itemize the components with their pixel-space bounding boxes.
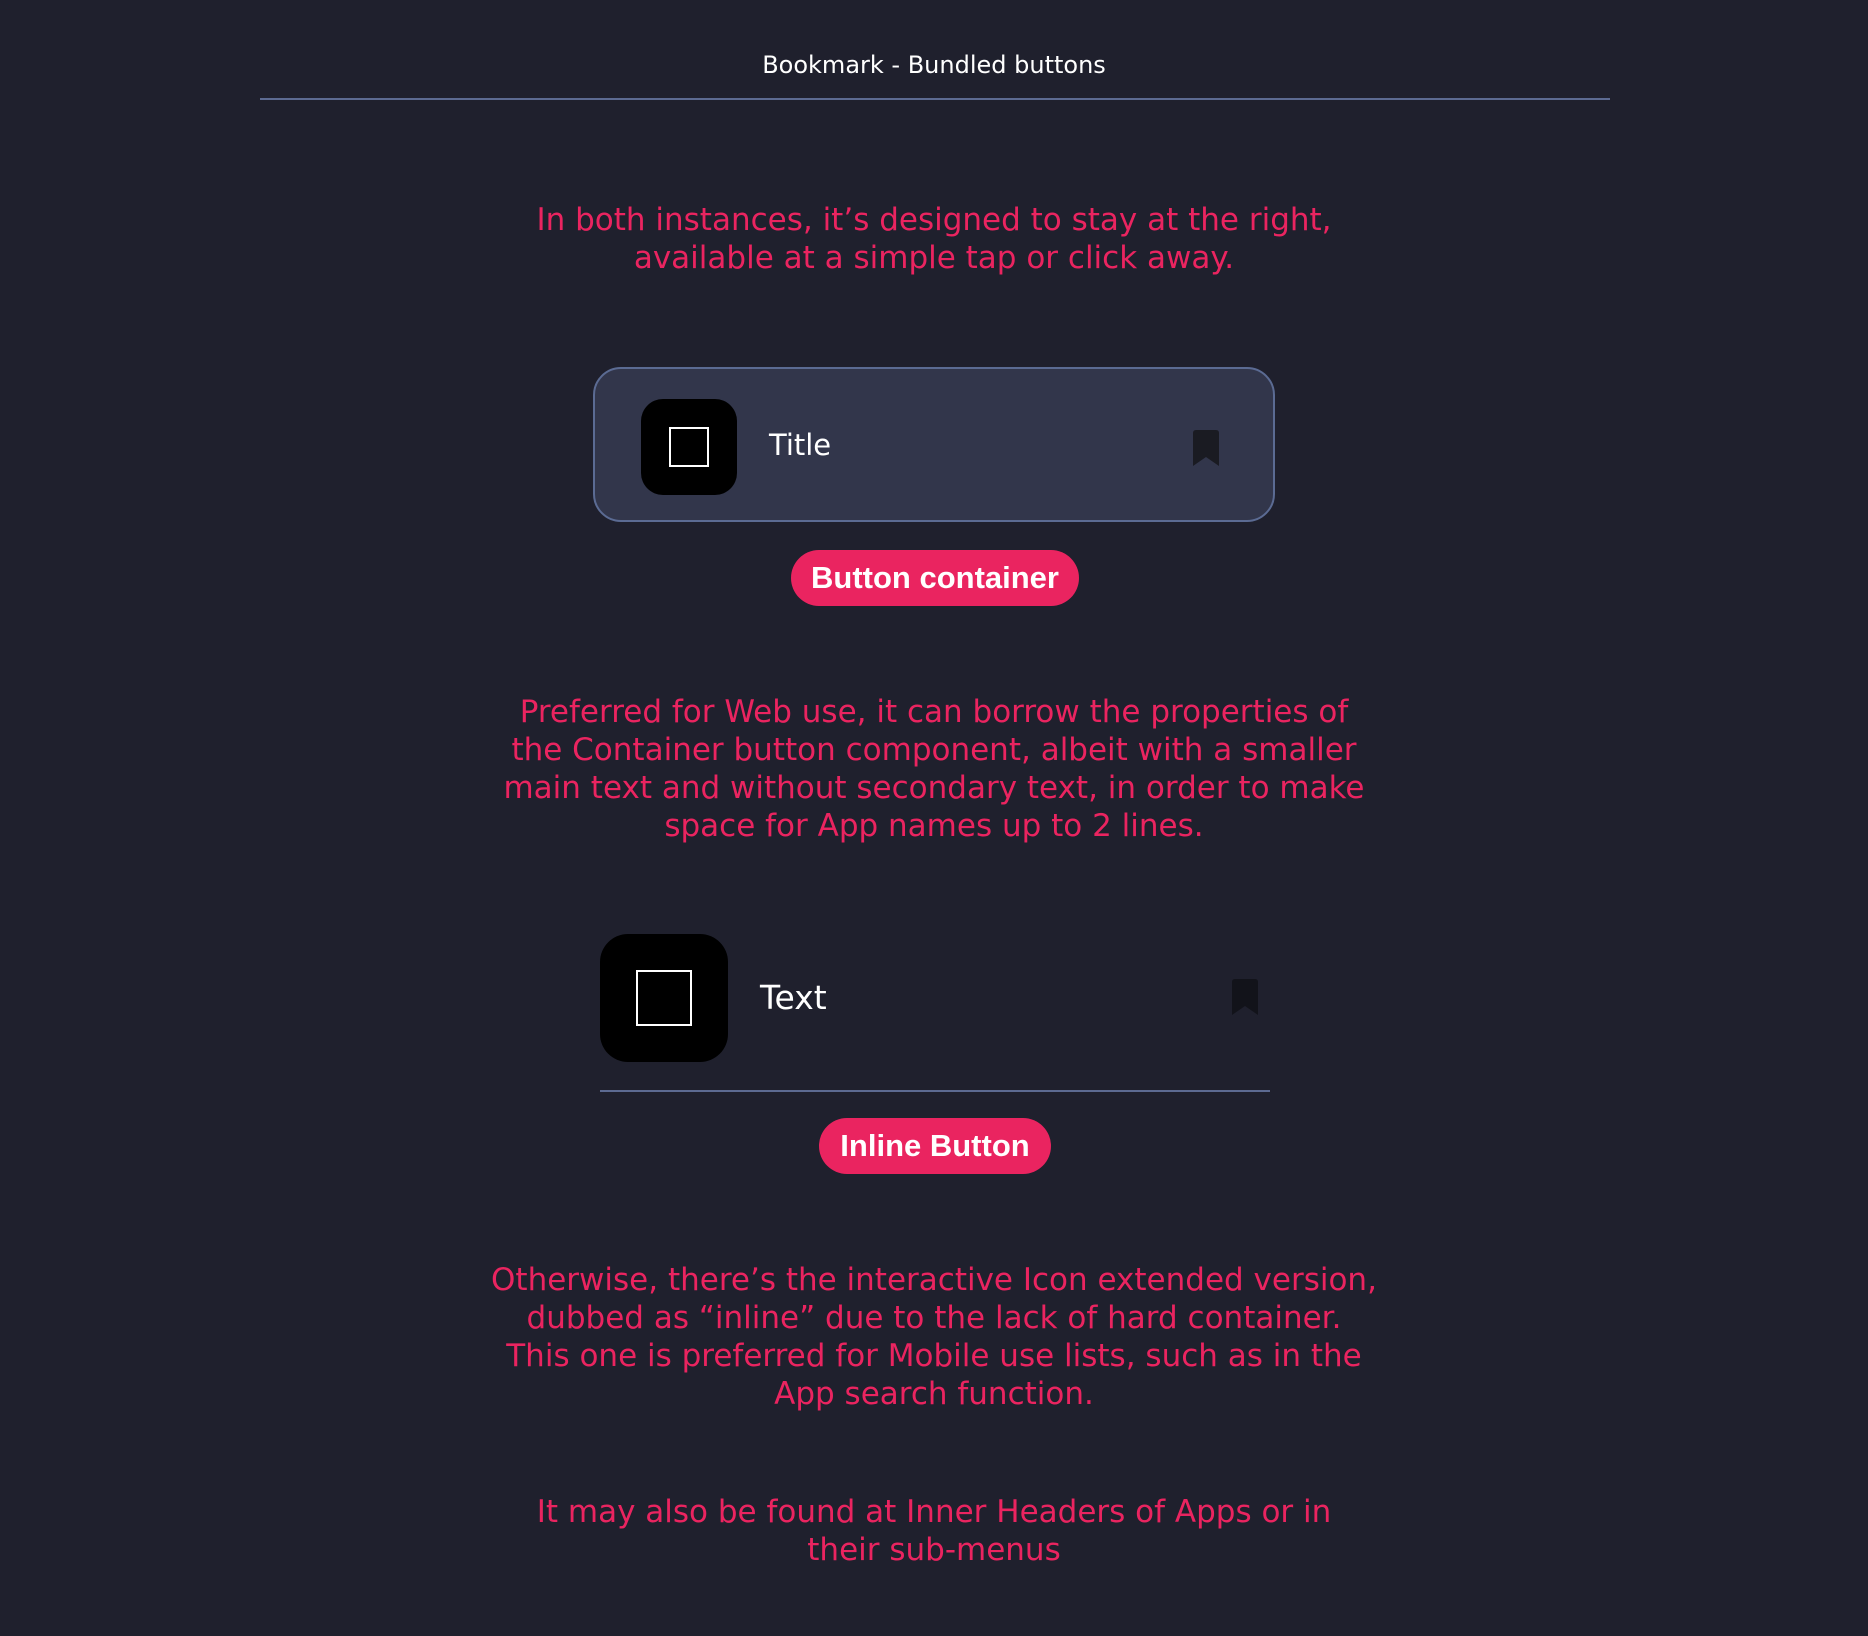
page-title: Bookmark - Bundled buttons — [762, 51, 1106, 79]
inline-button-text: Text — [760, 978, 827, 1017]
intro-note: In both instances, it’s designed to stay at the right, available at a simple tap or click away. — [536, 202, 1332, 276]
bookmark-icon[interactable] — [1191, 429, 1221, 467]
mobile-use-note: Otherwise, there’s the interactive Icon extended version, dubbed as “inline” due to the lack of hard container. This one is preferred for Mobile use lists, such as in the App search function. — [491, 1262, 1377, 1412]
container-button-title: Title — [769, 428, 832, 462]
headers-note: It may also be found at Inner Headers of Apps or in their sub-menus — [536, 1494, 1332, 1568]
button-container-tag: Button container — [791, 550, 1079, 606]
inline-button-tag: Inline Button — [819, 1118, 1051, 1174]
web-use-note: Preferred for Web use, it can borrow the properties of the Container button component, albeit with a smaller main text and without secondary text, in order to make space for App names up to 2 lines. — [503, 694, 1365, 844]
container-button[interactable] — [593, 367, 1275, 522]
inline-button[interactable] — [600, 934, 1270, 1092]
inline-divider — [600, 1090, 1270, 1092]
square-glyph — [669, 427, 709, 467]
title-divider — [260, 98, 1610, 100]
bookmark-icon[interactable] — [1230, 978, 1260, 1016]
square-glyph — [636, 970, 692, 1026]
app-placeholder-icon — [641, 399, 737, 495]
app-placeholder-icon — [600, 934, 728, 1062]
